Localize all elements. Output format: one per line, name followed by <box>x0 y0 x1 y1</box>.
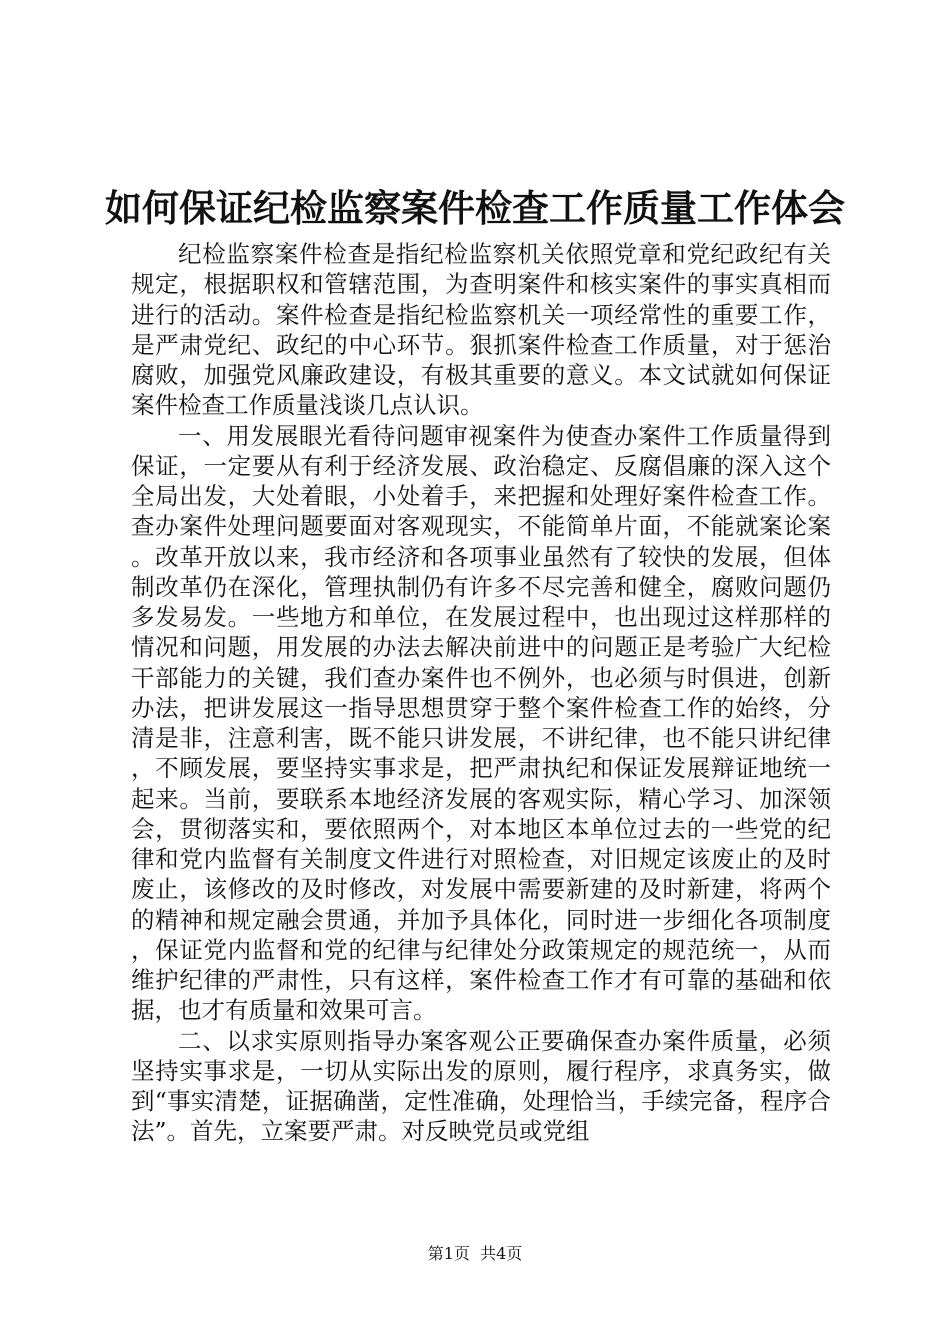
paragraph-section-two: 二、以求实原则指导办案客观公正要确保查办案件质量，必须坚持实事求是，一切从实际出发的原则，履行程序，求真务实，做到“事实清楚，证据确凿，定性准确，处理恰当，手续完备，程序合法”。首先，立案要严肃。对反映党员或党组 <box>131 1026 831 1146</box>
paragraph-section-one: 一、用发展眼光看待问题审视案件为使查办案件工作质量得到保证，一定要从有利于经济发展、政治稳定、反腐倡廉的深入这个全局出发，大处着眼，小处着手，来把握和处理好案件检查工作。查办案件处理问题要面对客观现实，不能简单片面，不能就案论案。改革开放以来，我市经济和各项事业虽然有了较快的发展，但体制改革仍在深化，管理执制仍有许多不尽完善和健全，腐败问题仍多发易发。一些地方和单位，在发展过程中，也出现过这样那样的情况和问题，用发展的办法去解决前进中的问题正是考验广大纪检干部能力的关键，我们查办案件也不例外，也必须与时俱进，创新办法，把讲发展这一指导思想贯穿于整个案件检查工作的始终，分清是非，注意利害，既不能只讲发展，不讲纪律，也不能只讲纪律，不顾发展，要坚持实事求是，把严肃执纪和保证发展辩证地统一起来。当前，要联系本地经济发展的客观实际，精心学习、加深领会，贯彻落实和，要依照两个，对本地区本单位过去的一些党的纪律和党内监督有关制度文件进行对照检查，对旧规定该废止的及时废止，该修改的及时修改，对发展中需要新建的及时新建，将两个的精神和规定融会贯通，并加予具体化，同时进一步细化各项制度，保证党内监督和党的纪律与纪律处分政策规定的规范统一，从而维护纪律的严肃性，只有这样，案件检查工作才有可靠的基础和依据，也才有质量和效果可言。 <box>131 421 831 1025</box>
page-footer: 第1页 共4页 <box>427 1244 523 1263</box>
paragraph-intro: 纪检监察案件检查是指纪检监察机关依照党章和党纪政纪有关规定，根据职权和管辖范围，为查明案件和核实案件的事实真相而进行的活动。案件检查是指纪检监察机关一项经常性的重要工作，是严肃党纪、政纪的中心环节。狠抓案件检查工作质量，对于惩治腐败，加强党风廉政建设，有极其重要的意义。本文试就如何保证案件检查工作质量浅谈几点认识。 <box>131 240 831 420</box>
document-title: 如何保证纪检监察案件检查工作质量工作体会 <box>105 186 845 230</box>
document-body <box>131 239 831 1147</box>
